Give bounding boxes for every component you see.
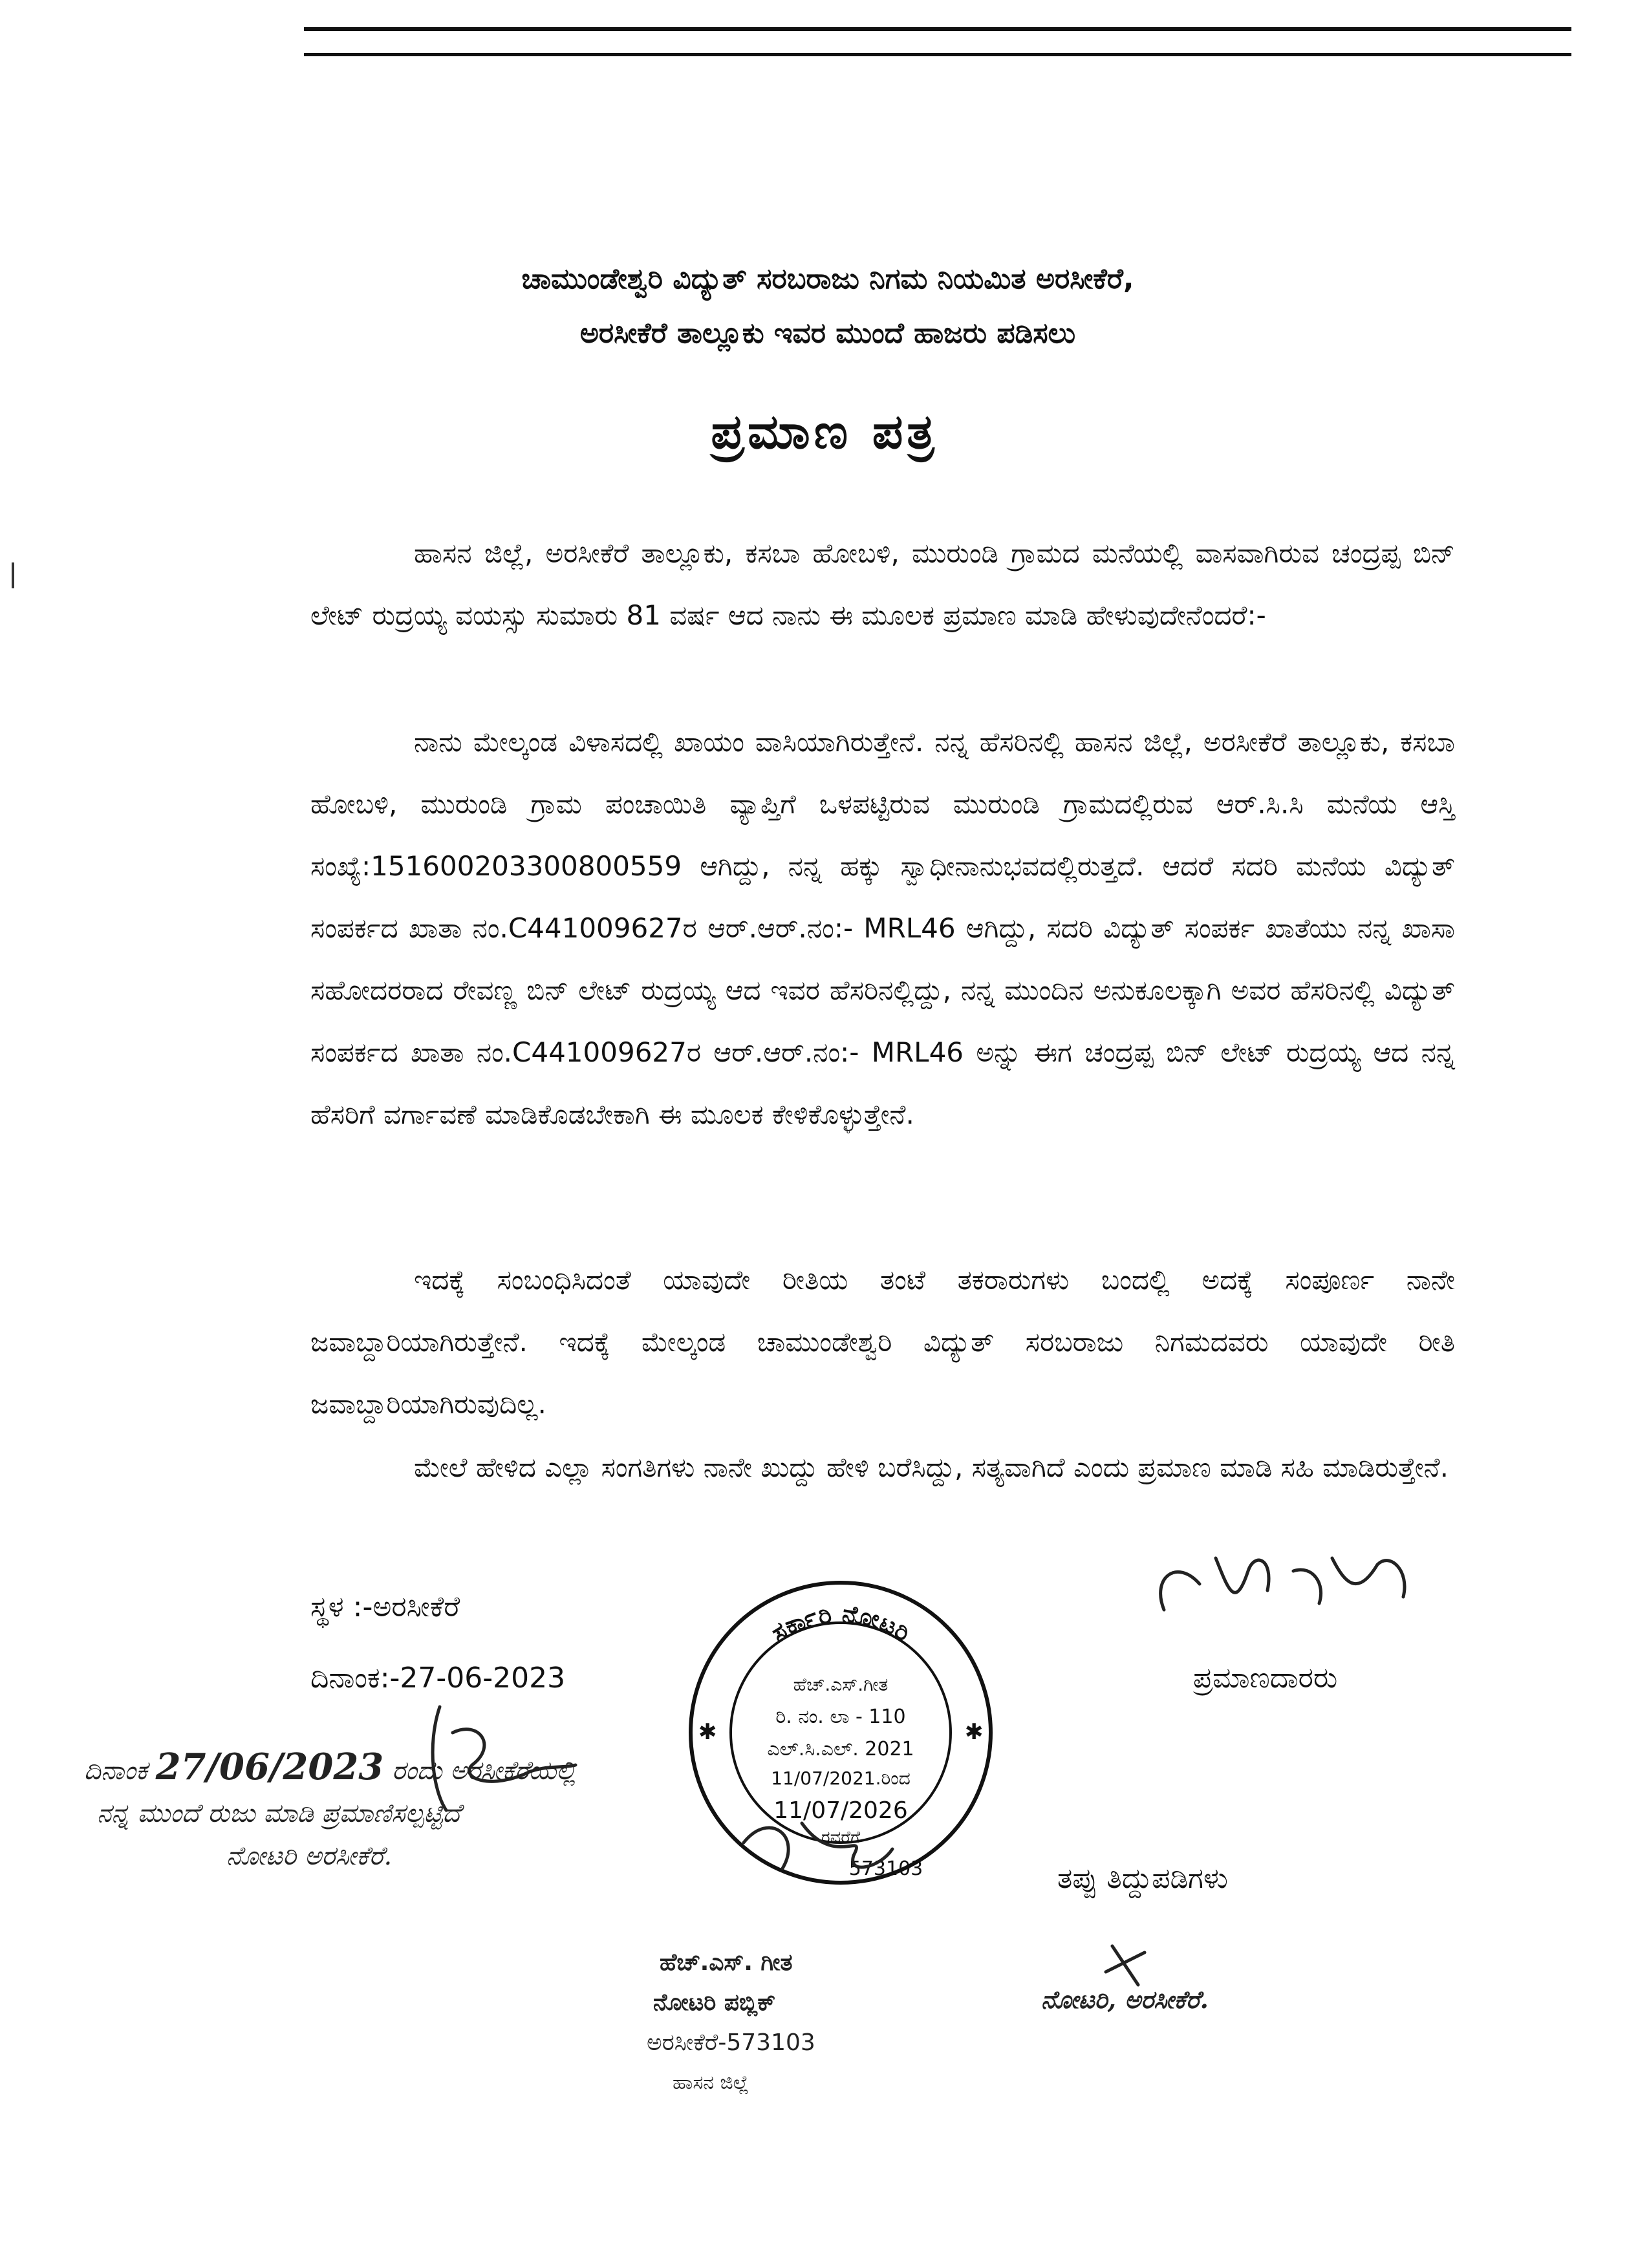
paragraph-body: ನಾನು ಮೇಲ್ಕಂಡ ವಿಳಾಸದಲ್ಲಿ ಖಾಯಂ ವಾಸಿಯಾಗಿರುತ್ತೇನೆ. ನನ್ನ ಹೆಸರಿನಲ್ಲಿ ಹಾಸನ ಜಿಲ್ಲೆ, ಅರಸೀಕೆರೆ ತಾಲ್ಲೂಕು, ಕಸಬಾ ಹೋಬಳಿ, ಮುರುಂಡಿ ಗ್ರಾಮ ಪಂಚಾಯಿತಿ ವ್ಯಾಪ್ತಿಗೆ ಒಳಪಟ್ಟಿರುವ ಮುರುಂಡಿ ಗ್ರಾಮದಲ್ಲಿರುವ ಆರ್.ಸಿ.ಸಿ ಮನೆಯ ಆಸ್ತಿ ಸಂಖ್ಯೆ:151600203300800559 ಆಗಿದ್ದು, ನನ್ನ ಹಕ್ಕು ಸ್ವಾಧೀನಾನುಭವದಲ್ಲಿರುತ್ತದೆ. ಆದರೆ ಸದರಿ ಮನೆಯ ವಿದ್ಯುತ್ ಸಂಪರ್ಕದ ಖಾತಾ ನಂ.C441009627ರ ಆರ್.ಆರ್.ನಂ:- MRL46 ಆಗಿದ್ದು, ಸದರಿ ವಿದ್ಯುತ್ ಸಂಪರ್ಕ ಖಾತೆಯು ನನ್ನ ಖಾಸಾ ಸಹೋದರರಾದ ರೇವಣ್ಣ ಬಿನ್ ಲೇಟ್ ರುದ್ರಯ್ಯ ಆದ ಇವರ ಹೆಸರಿನಲ್ಲಿದ್ದು, ನನ್ನ ಮುಂದಿನ ಅನುಕೂಲಕ್ಕಾಗಿ ಅವರ ಹೆಸರಿನಲ್ಲಿ ವಿದ್ಯುತ್ ಸಂಪರ್ಕದ ಖಾತಾ ನಂ.C441009627ರ ಆರ್.ಆರ್.ನಂ:- MRL46 ಅನ್ನು ಈಗ ಚಂದ್ರಪ್ಪ ಬಿನ್ ಲೇಟ್ ರುದ್ರಯ್ಯ ಆದ ನನ್ನ ಹೆಸರಿಗೆ ವರ್ಗಾವಣೆ ಮಾಡಿಕೊಡಬೇಕಾಗಿ ಈ ಮೂಲಕ ಕೇಳಿಕೊಳ್ಳುತ್ತೇನೆ.	[310, 726, 1455, 1130]
date: ದಿನಾಂಕ:-27-06-2023	[310, 1662, 566, 1695]
paragraph-intro: ಹಾಸನ ಜಿಲ್ಲೆ, ಅರಸೀಕೆರೆ ತಾಲ್ಲೂಕು, ಕಸಬಾ ಹೋಬಳಿ, ಮುರುಂಡಿ ಗ್ರಾಮದ ಮನೆಯಲ್ಲಿ ವಾಸವಾಗಿರುವ ಚಂದ್ರಪ್ಪ ಬಿನ್ ಲೇಟ್ ರುದ್ರಯ್ಯ ವಯಸ್ಸು ಸುಮಾರು 81 ವರ್ಷ ಆದ ನಾನು ಈ ಮೂಲಕ ಪ್ರಮಾಣ ಮಾಡಿ ಹೇಳುವುದೇನೆಂದರೆ:-	[310, 537, 1455, 631]
seal-year: ಎಲ್.ಸಿ.ಎಲ್. 2021	[767, 1738, 914, 1760]
notary-name: ಹೆಚ್.ಎಸ್. ಗೀತ	[660, 1949, 793, 1976]
margin-tick	[12, 562, 14, 588]
seal-from: 11/07/2021.ರಿಂದ	[771, 1768, 911, 1789]
corrections-notary: ನೋಟರಿ, ಅರಸೀಕೆರೆ.	[1041, 1985, 1209, 2014]
paragraph-declaration: ಮೇಲೆ ಹೇಳಿದ ಎಲ್ಲಾ ಸಂಗತಿಗಳು ನಾನೇ ಖುದ್ದು ಹೇಳಿ ಬರೆಸಿದ್ದು, ಸತ್ಯವಾಗಿದೆ ಎಂದು ಪ್ರಮಾಣ ಮಾಡಿ ಸಹಿ ಮಾಡಿರುತ್ತೇನೆ.	[414, 1451, 1449, 1483]
seal-pin: 573103	[848, 1857, 923, 1880]
top-border-line	[304, 27, 1571, 31]
notary-district: ಹಾಸನ ಜಿಲ್ಲೆ	[673, 2071, 749, 2094]
paragraph-liability: ಇದಕ್ಕೆ ಸಂಬಂಧಿಸಿದಂತೆ ಯಾವುದೇ ರೀತಿಯ ತಂಟೆ ತಕರಾರುಗಳು ಬಂದಲ್ಲಿ ಅದಕ್ಕೆ ಸಂಪೂರ್ಣ ನಾನೇ ಜವಾಬ್ದಾರಿಯಾಗಿರುತ್ತೇನೆ. ಇದಕ್ಕೆ ಮೇಲ್ಕಂಡ ಚಾಮುಂಡೇಶ್ವರಿ ವಿದ್ಯುತ್ ಸರಬರಾಜು ನಿಗಮದವರು ಯಾವುದೇ ರೀತಿ ಜವಾಬ್ದಾರಿಯಾಗಿರುವುದಿಲ್ಲ.	[310, 1264, 1455, 1420]
seal-star-right: ✱	[965, 1719, 984, 1745]
seal-reg: ರಿ. ನಂ. ಲಾ - 110	[775, 1706, 906, 1728]
seal-star-left: ✱	[698, 1719, 717, 1745]
seal-name: ಹೆಚ್.ಎಸ್.ಗೀತ	[793, 1674, 889, 1695]
endorsement-line-2: ನನ್ನ ಮುಂದೆ ರುಜು ಮಾಡಿ ಪ್ರಮಾಣಿಸಲ್ಪಟ್ಟಿದೆ	[97, 1799, 461, 1828]
document-title: ಪ್ರಮಾಣ ಪತ್ರ	[711, 404, 938, 460]
seal-until: ರವರೆಗೆ	[821, 1828, 861, 1847]
endorsement-line-3: ನೋಟರಿ ಅರಸೀಕೆರೆ.	[226, 1841, 393, 1871]
corrections-initial-mark	[1099, 1940, 1158, 1991]
header-line-1: ಚಾಮುಂಡೇಶ್ವರಿ ವಿದ್ಯುತ್ ಸರಬರಾಜು ನಿಗಮ ನಿಯಮಿತ ಅರಸೀಕೆರೆ,	[521, 262, 1134, 295]
deponent-label: ಪ್ರಮಾಣದಾರರು	[1193, 1662, 1338, 1695]
deponent-signature	[1138, 1532, 1449, 1642]
notary-place: ಅರಸೀಕೆರೆ-573103	[647, 2029, 815, 2056]
notary-title: ನೋಟರಿ ಪಬ್ಲಿಕ್	[653, 1989, 776, 2016]
corrections-label: ತಪ್ಪು ತಿದ್ದುಪಡಿಗಳು	[1057, 1862, 1228, 1895]
endorsement-date-prefix: ದಿನಾಂಕ	[84, 1756, 147, 1786]
notary-seal	[673, 1565, 1009, 1901]
endorsement-date: 27/06/2023	[155, 1746, 384, 1788]
endorsement-date-suffix: ರಂದು ಅರಸೀಕೆರೆಯಲ್ಲಿ	[391, 1756, 576, 1786]
place: ಸ್ಥಳ :-ಅರಸೀಕೆರೆ	[310, 1590, 460, 1623]
notary-initials-signature	[401, 1694, 582, 1823]
header-line-2: ಅರಸೀಕೆರೆ ತಾಲ್ಲೂಕು ಇವರ ಮುಂದೆ ಹಾಜರು ಪಡಿಸಲು	[579, 317, 1076, 350]
top-border-line-2	[304, 53, 1571, 56]
addressee-header	[310, 252, 1345, 361]
notary-block	[647, 1943, 815, 2103]
seal-arc-text: ಸರ್ಕಾರಿ ನೋಟರಿ	[766, 1599, 916, 1647]
seal-to: 11/07/2026	[773, 1797, 908, 1824]
